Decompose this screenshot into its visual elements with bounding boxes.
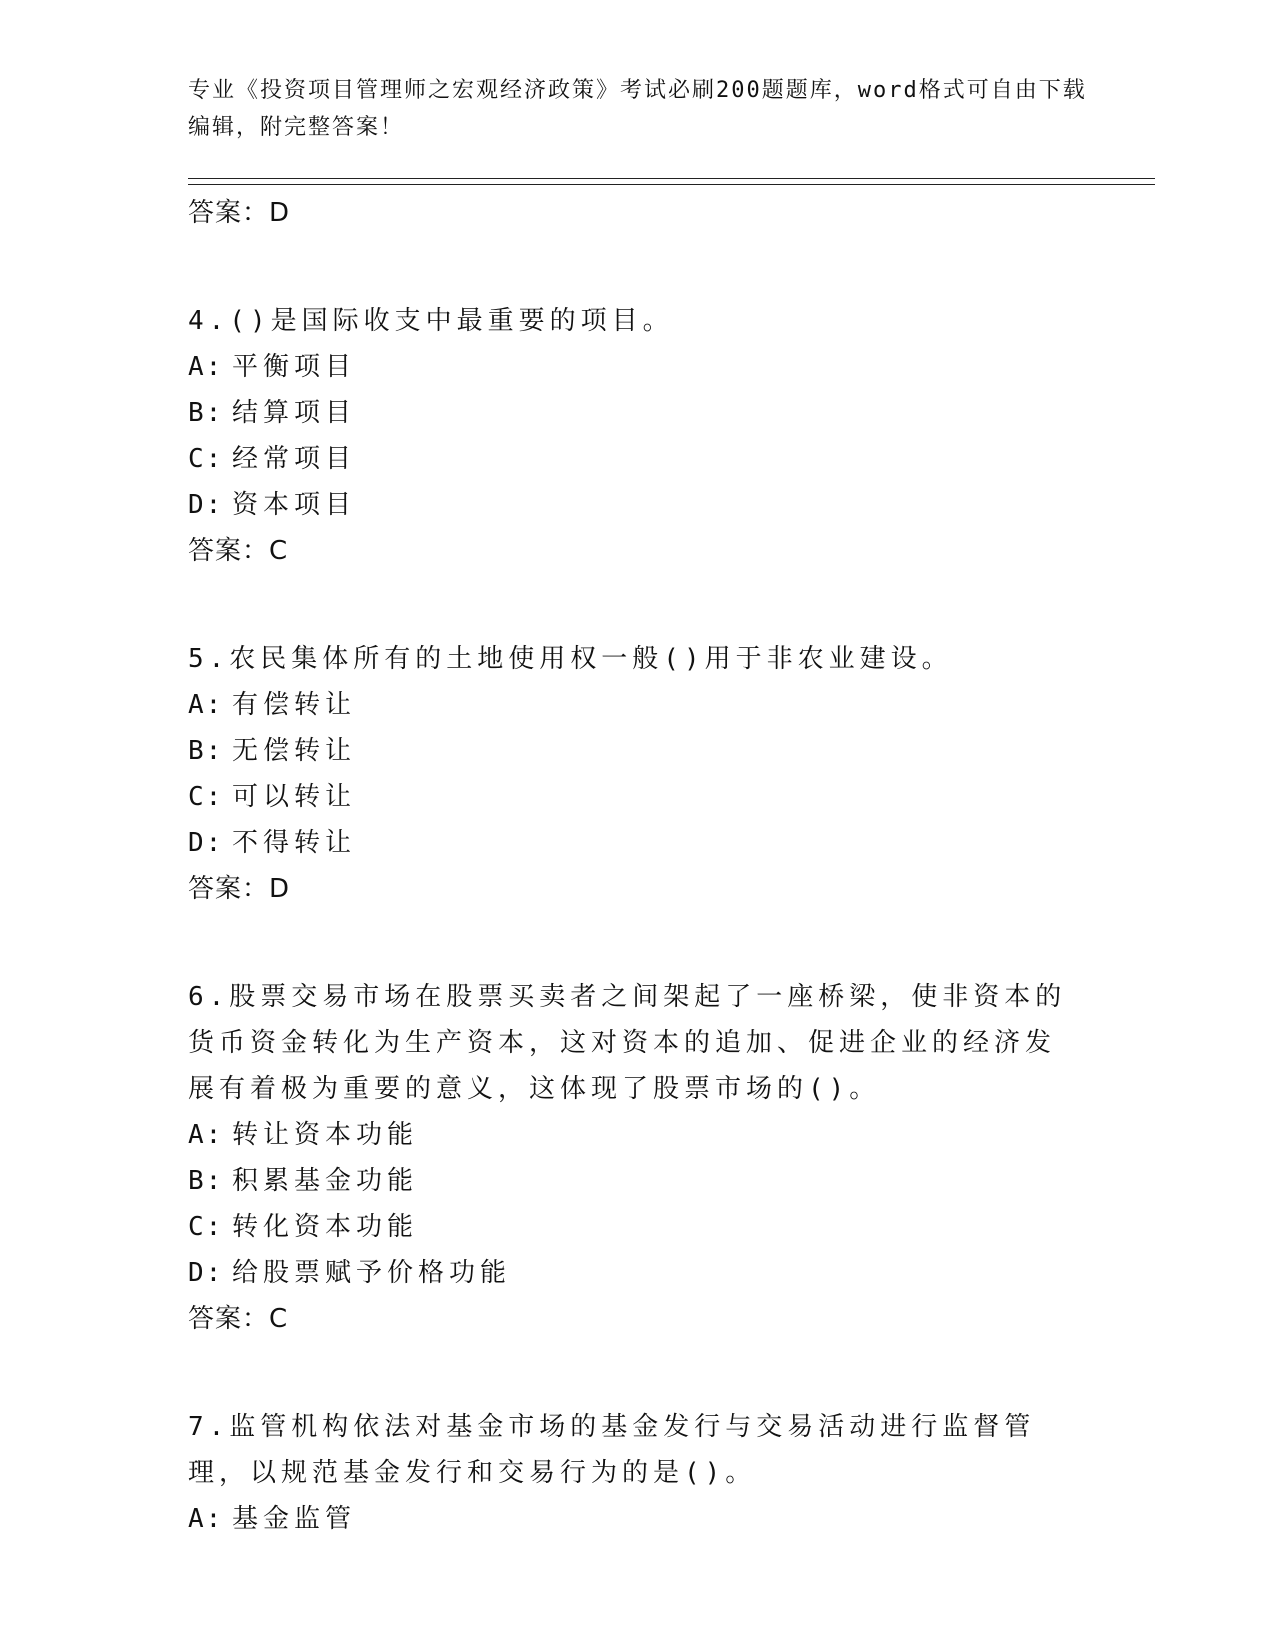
question-text: 5.农民集体所有的土地使用权一般()用于非农业建设。: [188, 644, 953, 674]
option-d: [188, 482, 1068, 528]
option-letter: C:: [188, 444, 224, 474]
option-letter: A:: [188, 1504, 224, 1534]
option-b: [188, 728, 1068, 774]
header-double-rule: [188, 178, 1155, 185]
option-c: [188, 774, 1068, 820]
question-block-6: [188, 974, 1068, 1342]
answer-line: 答案：C: [188, 536, 289, 566]
question-text: 6.股票交易市场在股票买卖者之间架起了一座桥梁，使非资本的货币资金转化为生产资本，这对资本的追加、促进企业的经济发展有着极为重要的意义，这体现了股票市场的()。: [188, 982, 1067, 1104]
option-letter: B:: [188, 398, 224, 428]
option-text: 积累基金功能: [232, 1166, 419, 1196]
option-text: 无偿转让: [232, 736, 357, 766]
page-header: [188, 72, 1088, 146]
option-text: 转让资本功能: [232, 1120, 419, 1150]
option-text: 不得转让: [232, 828, 357, 858]
option-b: [188, 1158, 1068, 1204]
option-letter: B:: [188, 1166, 224, 1196]
option-letter: A:: [188, 1120, 224, 1150]
option-letter: C:: [188, 1212, 224, 1242]
option-letter: D:: [188, 1258, 224, 1288]
option-letter: A:: [188, 352, 224, 382]
question-block-7: [188, 1404, 1068, 1542]
option-a: [188, 682, 1068, 728]
option-d: [188, 820, 1068, 866]
question-text: 7.监管机构依法对基金市场的基金发行与交易活动进行监督管理，以规范基金发行和交易行为的是()。: [188, 1412, 1036, 1488]
option-d: [188, 1250, 1068, 1296]
option-text: 基金监管: [232, 1504, 357, 1534]
spacer: [188, 236, 1068, 298]
option-a: [188, 1496, 1068, 1542]
answer-line: 答案：D: [188, 198, 291, 228]
option-letter: D:: [188, 490, 224, 520]
option-a: [188, 344, 1068, 390]
option-a: [188, 1112, 1068, 1158]
option-letter: C:: [188, 782, 224, 812]
question-block-4: [188, 298, 1068, 574]
option-c: [188, 1204, 1068, 1250]
option-text: 结算项目: [232, 398, 357, 428]
option-letter: A:: [188, 690, 224, 720]
question-text: 4.()是国际收支中最重要的项目。: [188, 306, 674, 336]
option-text: 资本项目: [232, 490, 357, 520]
spacer: [188, 1342, 1068, 1404]
spacer: [188, 574, 1068, 636]
option-text: 经常项目: [232, 444, 357, 474]
answer-line: 答案：C: [188, 1304, 289, 1334]
option-letter: D:: [188, 828, 224, 858]
document-title: 专业《投资项目管理师之宏观经济政策》考试必刷200题题库，word格式可自由下载编辑，附完整答案！: [188, 78, 1087, 140]
option-b: [188, 390, 1068, 436]
question-block-5: [188, 636, 1068, 912]
option-c: [188, 436, 1068, 482]
option-text: 可以转让: [232, 782, 357, 812]
spacer: [188, 912, 1068, 974]
question-list: [188, 190, 1068, 1542]
answer-line: 答案：D: [188, 874, 291, 904]
option-letter: B:: [188, 736, 224, 766]
option-text: 有偿转让: [232, 690, 357, 720]
option-text: 给股票赋予价格功能: [232, 1258, 512, 1288]
option-text: 平衡项目: [232, 352, 357, 382]
option-text: 转化资本功能: [232, 1212, 419, 1242]
